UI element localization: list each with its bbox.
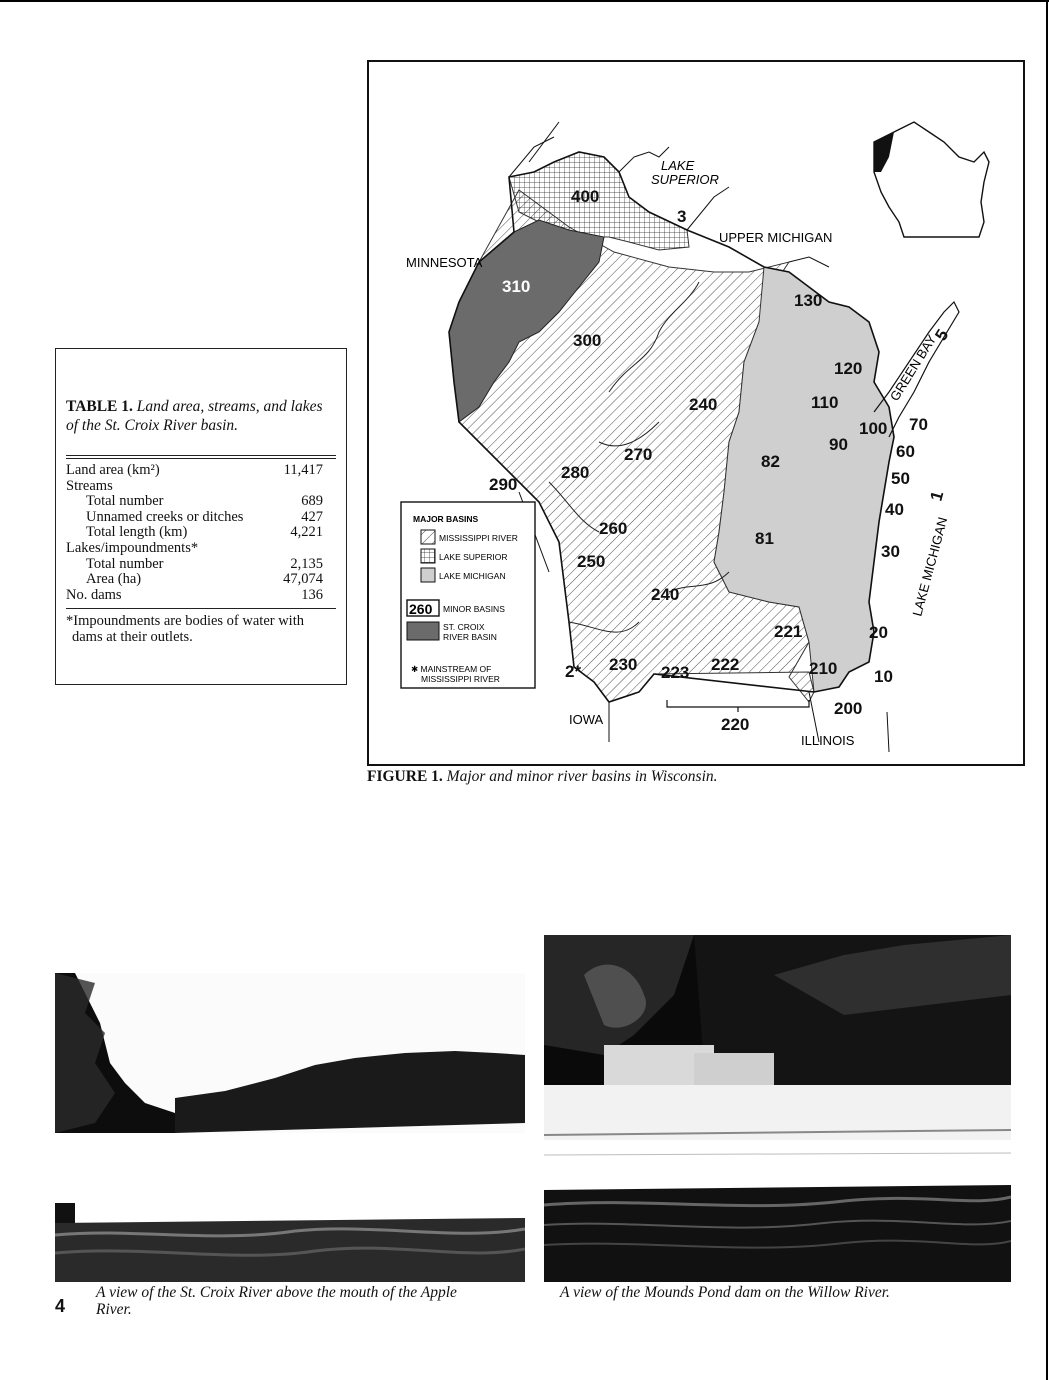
basin-40: 40	[885, 500, 904, 519]
table-row-label: Area (ha)	[86, 571, 142, 588]
table-row	[66, 525, 331, 541]
legend-swatch-lake-michigan	[421, 568, 435, 582]
table-row-label: Streams	[66, 477, 113, 494]
page-number: 4	[55, 1296, 66, 1316]
basin-3: 3	[677, 207, 687, 226]
photo-right-caption: A view of the Mounds Pond dam on the Willow River.	[560, 1284, 890, 1301]
legend-swatch-lake-superior	[421, 549, 435, 563]
basin-81: 81	[755, 529, 774, 548]
map-legend	[401, 502, 535, 688]
legend-st-croix-1: ST. CROIX	[443, 622, 485, 632]
table-row	[66, 541, 331, 557]
basin-220: 220	[721, 715, 750, 734]
table-row	[66, 463, 331, 479]
table-footnote-line-1: *Impoundments are bodies of water with	[66, 613, 304, 629]
wisconsin-inset-map	[874, 122, 989, 237]
legend-minor-badge: 260	[409, 601, 433, 617]
basin-82: 82	[761, 452, 780, 471]
table-row-value: 136	[301, 586, 323, 603]
label-green-bay: GREEN BAY	[886, 332, 940, 404]
table-row	[66, 510, 331, 526]
table-row	[66, 572, 331, 588]
photo-left-caption: A view of the St. Croix River above the mouth of the Apple River.	[96, 1284, 457, 1318]
table-row-label: Lakes/impoundments*	[66, 539, 199, 556]
table-row-value	[323, 541, 331, 557]
page-right-rule	[1046, 0, 1048, 1380]
table-row-value: 427	[301, 508, 323, 525]
table-row-label: No. dams	[66, 586, 122, 603]
table-row	[66, 557, 331, 573]
basin-290: 290	[489, 475, 518, 494]
legend-major-title: MAJOR BASINS	[413, 514, 479, 524]
label-minnesota: MINNESOTA	[406, 255, 483, 270]
basin-230: 230	[609, 655, 638, 674]
basin-240-south: 240	[651, 585, 680, 604]
legend-lake-superior: LAKE SUPERIOR	[439, 552, 508, 562]
basin-240-north: 240	[689, 395, 718, 414]
table-row	[66, 494, 331, 510]
legend-mainstream-1: ✱ MAINSTREAM OF	[411, 664, 492, 674]
label-superior: SUPERIOR	[651, 172, 719, 187]
table-row-value: 689	[301, 493, 323, 510]
basin-260: 260	[599, 519, 628, 538]
basin-300: 300	[573, 331, 602, 350]
label-upper-michigan: UPPER MICHIGAN	[719, 230, 833, 245]
figure-caption	[367, 768, 718, 786]
table-caption-label: TABLE 1.	[66, 398, 133, 415]
basin-90: 90	[829, 435, 848, 454]
basin-130: 130	[794, 291, 823, 310]
legend-minor: MINOR BASINS	[443, 604, 505, 614]
basin-310: 310	[502, 277, 531, 296]
basin-400: 400	[571, 187, 600, 206]
table-caption-text: Land area, streams, and lakes of the St. Croix River basin.	[66, 398, 323, 434]
legend-st-croix-2: RIVER BASIN	[443, 632, 497, 642]
basin-220-bracket	[667, 700, 809, 712]
table-rows	[66, 463, 331, 603]
table-row	[66, 479, 331, 495]
label-lake-michigan: LAKE MICHIGAN	[909, 515, 951, 618]
table-footnote	[66, 613, 338, 645]
basin-10: 10	[874, 667, 893, 686]
photo-st-croix-river	[55, 973, 525, 1282]
figure-caption-label: FIGURE 1.	[367, 768, 443, 785]
basin-2-mainstream: 2*	[565, 662, 582, 681]
basin-223: 223	[661, 663, 690, 682]
table-caption	[66, 397, 338, 435]
table-row-value: 11,417	[283, 462, 323, 478]
legend-lake-michigan: LAKE MICHIGAN	[439, 571, 506, 581]
basin-270: 270	[624, 445, 653, 464]
table-top-rule-2	[66, 458, 336, 459]
basin-210: 210	[809, 659, 838, 678]
basin-50: 50	[891, 469, 910, 488]
basin-250: 250	[577, 552, 606, 571]
table-row	[66, 588, 331, 604]
basin-200: 200	[834, 699, 863, 718]
figure-1-map	[367, 60, 1025, 766]
basin-1: 1	[926, 488, 948, 504]
photo-mounds-pond-dam	[544, 935, 1011, 1282]
basin-100: 100	[859, 419, 888, 438]
label-lake: LAKE	[661, 158, 695, 173]
page-top-rule	[0, 0, 1049, 2]
basin-5: 5	[931, 326, 953, 345]
table-row-value: 4,221	[290, 524, 323, 541]
basin-30: 30	[881, 542, 900, 561]
legend-mississippi: MISSISSIPPI RIVER	[439, 533, 518, 543]
basin-20: 20	[869, 623, 888, 642]
table-row-value: 47,074	[283, 571, 323, 588]
table-row-label: Total length (km)	[86, 524, 188, 541]
table-row-value: 2,135	[290, 555, 323, 572]
basin-60: 60	[896, 442, 915, 461]
basin-120: 120	[834, 359, 863, 378]
basin-222: 222	[711, 655, 740, 674]
label-iowa: IOWA	[569, 712, 604, 727]
table-row-value	[323, 479, 331, 495]
table-row-label: Total number	[86, 493, 164, 510]
upper-michigan-border	[687, 187, 829, 267]
legend-swatch-st-croix	[407, 622, 439, 640]
basin-70: 70	[909, 415, 928, 434]
table-row-label: Total number	[86, 555, 164, 572]
table-footnote-line-2: dams at their outlets.	[72, 629, 193, 645]
basin-110: 110	[811, 393, 839, 412]
table-row-label: Unnamed creeks or ditches	[86, 508, 244, 525]
table-1	[55, 348, 347, 685]
basin-221: 221	[774, 622, 803, 641]
basin-280: 280	[561, 463, 590, 482]
table-bottom-rule	[66, 608, 336, 609]
table-top-rule	[66, 455, 336, 456]
figure-caption-text: Major and minor river basins in Wisconsin.	[446, 768, 718, 785]
label-illinois: ILLINOIS	[801, 733, 855, 748]
wisconsin-basin-map	[369, 62, 1023, 764]
legend-mainstream-2: MISSISSIPPI RIVER	[421, 674, 500, 684]
table-row-label: Land area (km²)	[66, 462, 160, 478]
legend-swatch-mississippi	[421, 530, 435, 544]
